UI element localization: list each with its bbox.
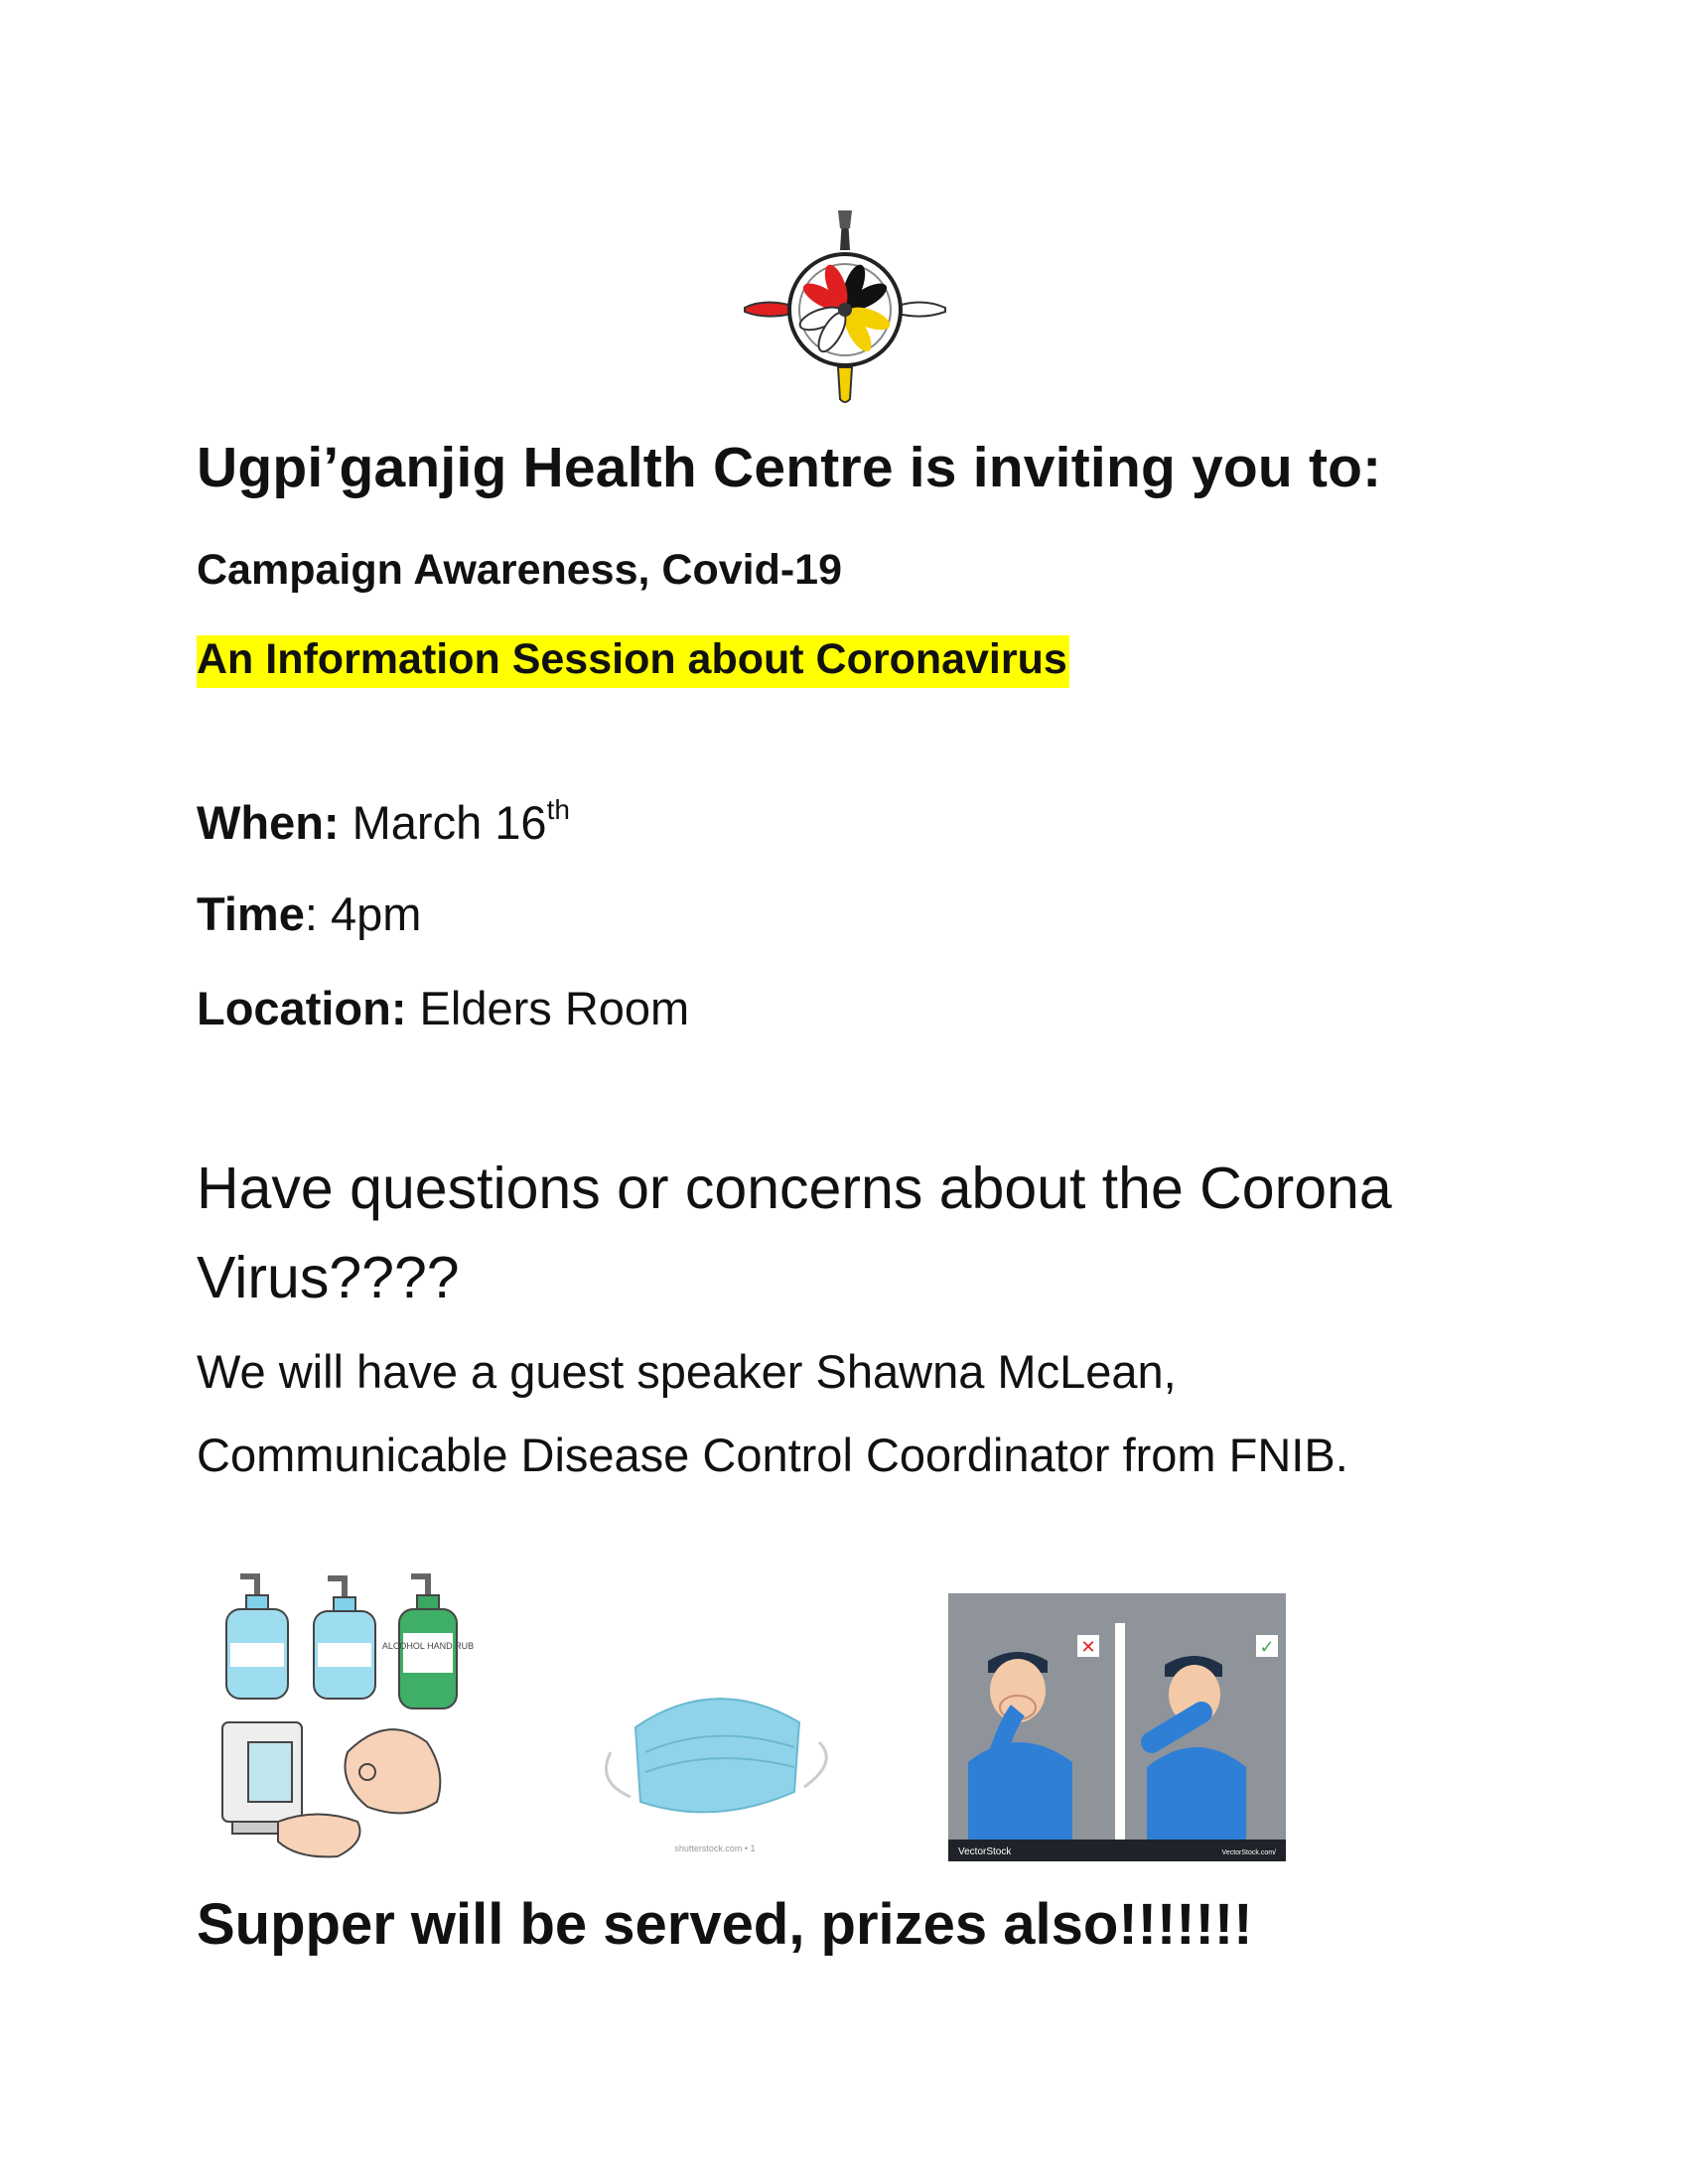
sanitizer-bottle-icon xyxy=(226,1573,288,1699)
speaker-info xyxy=(197,1330,1537,1497)
speaker-line-2: Communicable Disease Control Coordinator from FNIB. xyxy=(197,1429,1348,1481)
location-value: Elders Room xyxy=(419,982,690,1034)
vectorstock-url: VectorStock.com/ xyxy=(1221,1849,1276,1856)
when-line xyxy=(197,794,570,850)
time-line xyxy=(197,887,421,941)
location-label: Location: xyxy=(197,982,407,1034)
supper-prizes-footer: Supper will be served, prizes also!!!!!!! xyxy=(197,1892,1253,1957)
mask-caption: shutterstock.com • 1 xyxy=(674,1843,756,1853)
sanitizer-bottle-icon xyxy=(314,1575,375,1699)
location-line xyxy=(197,981,689,1035)
when-label: When: xyxy=(197,796,340,849)
vectorstock-watermark: VectorStock xyxy=(958,1846,1012,1857)
highlighted-session-heading: An Information Session about Coronavirus xyxy=(197,635,1069,688)
cough-etiquette-illustration xyxy=(948,1593,1286,1861)
sanitizer-label-text: ALCOHOL HAND RUB xyxy=(381,1641,475,1651)
speaker-line-1: We will have a guest speaker Shawna McLean, xyxy=(197,1345,1177,1398)
check-mark-icon: ✓ xyxy=(1259,1637,1275,1657)
campaign-subtitle: Campaign Awareness, Covid-19 xyxy=(197,546,842,594)
questions-prompt: Have questions or concerns about the Corona Virus???? xyxy=(197,1156,1392,1310)
alcohol-hand-rub-bottle-icon xyxy=(382,1573,474,1708)
when-suffix: th xyxy=(546,794,570,825)
time-label: Time xyxy=(197,887,305,940)
when-value: March 16 xyxy=(352,796,547,849)
hand-sanitizer-illustration xyxy=(218,1573,487,1861)
invitation-title: Ugpi’ganjig Health Centre is inviting you to: xyxy=(197,436,1382,499)
medicine-wheel-logo xyxy=(735,210,953,409)
face-mask-illustration xyxy=(591,1653,839,1861)
time-value: : 4pm xyxy=(304,887,422,940)
wrong-mark-icon: ✕ xyxy=(1080,1637,1096,1657)
